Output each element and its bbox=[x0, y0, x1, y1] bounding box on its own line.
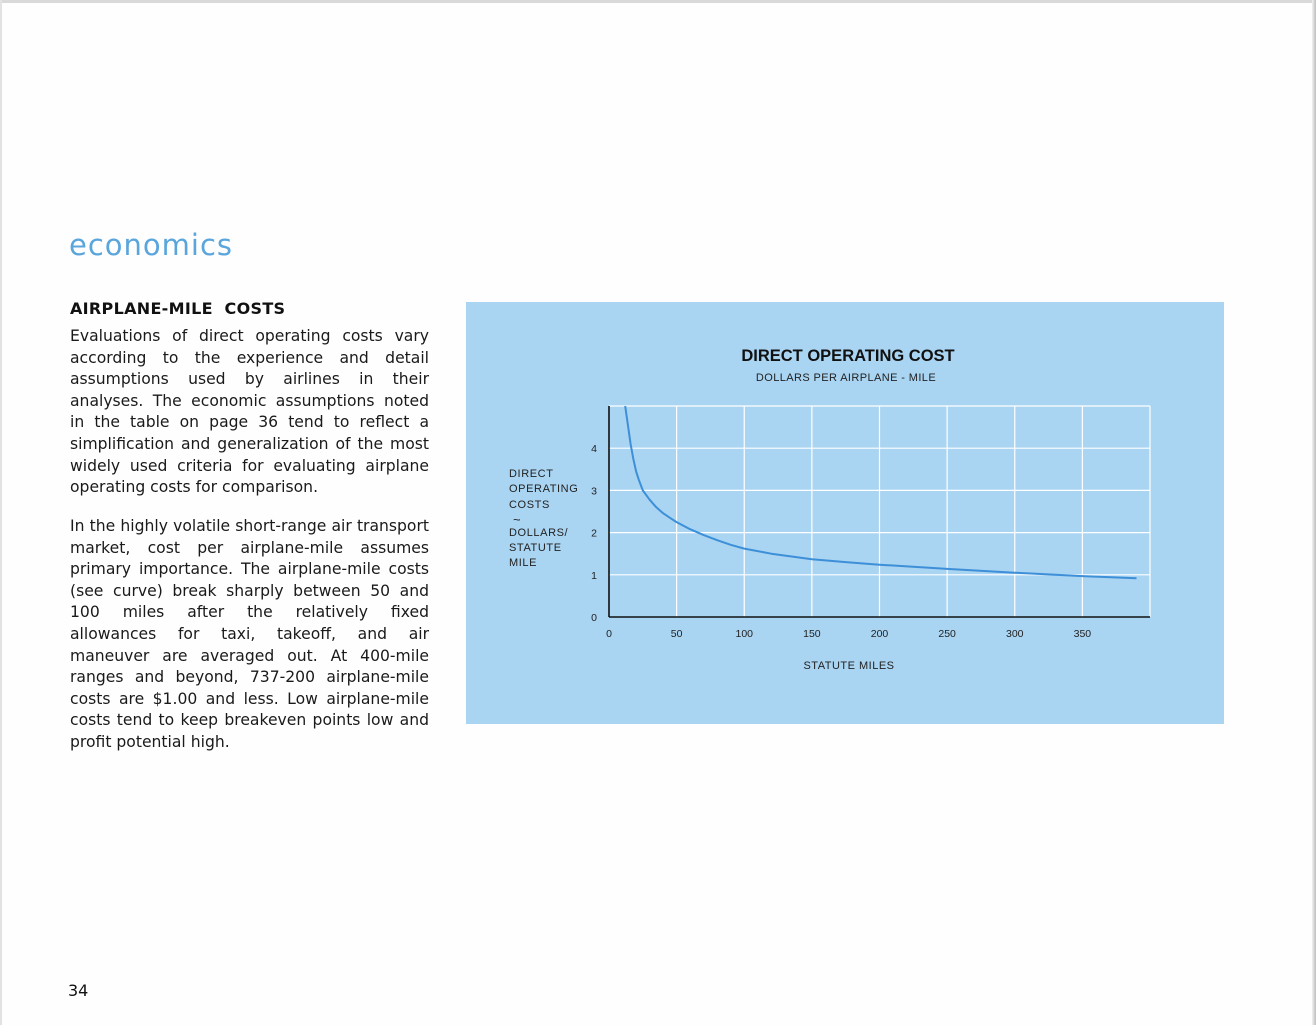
y-axis-label-line: STATUTE bbox=[509, 542, 562, 555]
y-axis-label-line: COSTS bbox=[509, 498, 550, 511]
x-tick-label: 150 bbox=[803, 628, 821, 640]
chart-figure bbox=[466, 302, 1224, 724]
chart-tick-labels bbox=[591, 443, 1091, 640]
paragraph-1: Evaluations of direct operating costs vary according to the experience and detail assumptions used by airlines in their analyses. The economic assumptions noted in the table on page 36 tend to reflect a simplification and generalization of the most widely used criteria for evaluating airplane operating costs for comparison. bbox=[70, 327, 429, 497]
y-tick-label: 0 bbox=[591, 612, 597, 624]
page-edge-top bbox=[0, 0, 1316, 3]
page-number: 34 bbox=[68, 981, 89, 1000]
y-axis-label-line: DOLLARS/ bbox=[509, 526, 569, 539]
series-line bbox=[625, 406, 1136, 578]
chart-canvas bbox=[466, 302, 1224, 724]
x-tick-label: 200 bbox=[870, 628, 889, 640]
chart-x-axis-label: STATUTE MILES bbox=[803, 660, 895, 672]
y-tick-label: 4 bbox=[591, 443, 597, 456]
chart-subtitle: DOLLARS PER AIRPLANE - MILE bbox=[755, 372, 937, 384]
section-title: economics bbox=[69, 228, 234, 262]
y-axis-label-line: OPERATING bbox=[509, 483, 579, 496]
x-tick-label: 350 bbox=[1073, 628, 1092, 640]
y-tick-label: 2 bbox=[591, 527, 597, 540]
y-axis-label-line: DIRECT bbox=[509, 468, 554, 480]
x-tick-label: 100 bbox=[735, 628, 754, 640]
chart-title: DIRECT OPERATING COST bbox=[741, 347, 955, 365]
y-axis-label-line: ~ bbox=[513, 511, 522, 527]
paragraph-2: In the highly volatile short-range air transport market, cost per airplane-mile assumes primary importance. The airplane-mile costs (see curve) break sharply between 50 and 100 miles after the relatively fixed allowances for taxi, takeoff, and air maneuver are averaged out. At 400-mile ranges and beyond, 737-200 airplane-mile costs are $1.00 and less. Low airplane-mile costs tend to keep breakeven points low and profit potential high. bbox=[70, 517, 429, 751]
x-tick-label: 50 bbox=[670, 628, 683, 640]
chart-y-axis-label bbox=[509, 467, 578, 572]
subheading: AIRPLANE-MILE COSTS bbox=[70, 299, 286, 318]
y-tick-label: 3 bbox=[591, 485, 597, 498]
page-edge-right bbox=[1312, 0, 1316, 1025]
x-tick-label: 300 bbox=[1005, 628, 1024, 640]
chart-series bbox=[625, 406, 1136, 578]
chart-grid bbox=[609, 406, 1150, 617]
page-edge-left bbox=[0, 0, 2, 1025]
y-tick-label: 1 bbox=[591, 569, 597, 582]
x-tick-label: 0 bbox=[606, 628, 612, 640]
y-axis-label-line: MILE bbox=[509, 557, 538, 570]
x-tick-label: 250 bbox=[938, 628, 956, 640]
